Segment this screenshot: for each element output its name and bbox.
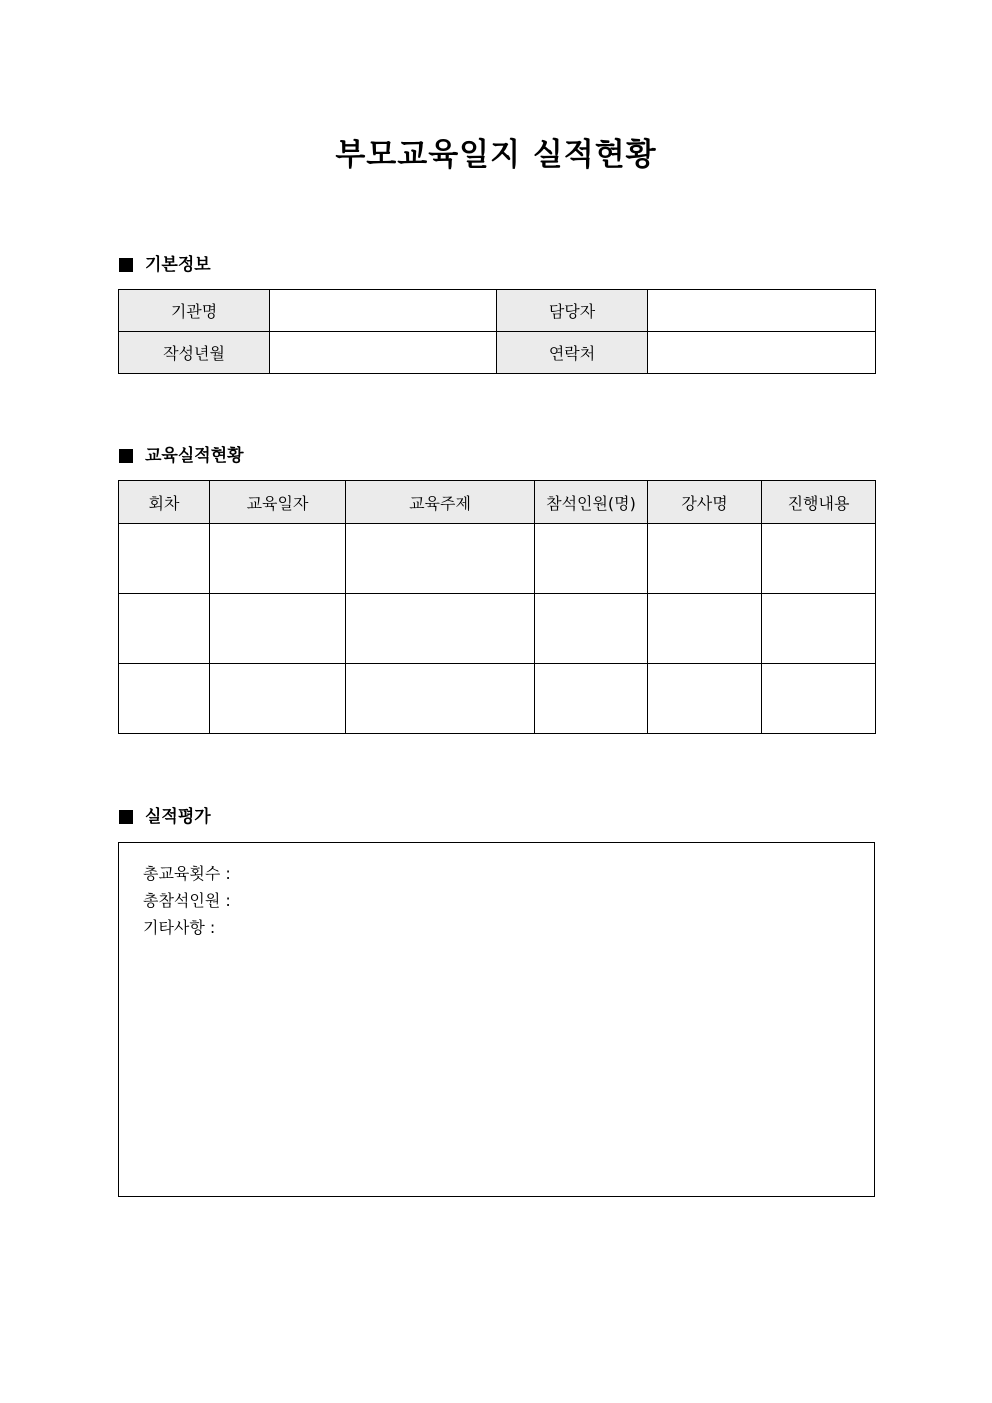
contact-field[interactable] (648, 332, 876, 374)
column-header-attendees: 참석인원(명) (535, 481, 648, 524)
label-cell-written-month: 작성년월 (119, 332, 270, 374)
section-heading-evaluation (119, 805, 211, 829)
table-cell[interactable] (119, 524, 210, 594)
section-heading-performance (119, 444, 244, 468)
column-header-date: 교육일자 (210, 481, 346, 524)
column-header-session: 회차 (119, 481, 210, 524)
label-cell-agency-name: 기관명 (119, 290, 270, 332)
table-cell[interactable] (648, 594, 762, 664)
evaluation-box[interactable] (118, 842, 875, 1197)
table-cell[interactable] (346, 594, 535, 664)
performance-table (118, 480, 876, 734)
table-cell[interactable] (346, 524, 535, 594)
table-cell[interactable] (535, 664, 648, 734)
evaluation-lines (143, 860, 231, 941)
table-cell[interactable] (535, 524, 648, 594)
label-cell-manager: 담당자 (497, 290, 648, 332)
table-row (119, 594, 876, 664)
table-row (119, 524, 876, 594)
table-cell[interactable] (762, 664, 876, 734)
table-cell[interactable] (762, 594, 876, 664)
basic-info-table (118, 289, 876, 374)
table-row (119, 290, 876, 332)
column-header-instructor: 강사명 (648, 481, 762, 524)
table-cell[interactable] (648, 524, 762, 594)
column-header-topic: 교육주제 (346, 481, 535, 524)
section-heading-label: 기본정보 (145, 255, 211, 275)
square-bullet-icon (119, 258, 133, 272)
label-cell-contact: 연락처 (497, 332, 648, 374)
table-header-row (119, 481, 876, 524)
table-cell[interactable] (762, 524, 876, 594)
table-row (119, 332, 876, 374)
manager-field[interactable] (648, 290, 876, 332)
square-bullet-icon (119, 449, 133, 463)
section-heading-basic-info (119, 253, 211, 277)
table-cell[interactable] (119, 664, 210, 734)
table-cell[interactable] (346, 664, 535, 734)
table-row (119, 664, 876, 734)
agency-name-field[interactable] (270, 290, 497, 332)
table-cell[interactable] (535, 594, 648, 664)
total-sessions-line: 총교육횟수 : (143, 864, 231, 883)
section-heading-label: 실적평가 (145, 807, 211, 827)
table-cell[interactable] (210, 594, 346, 664)
section-heading-label: 교육실적현황 (145, 446, 244, 466)
total-attendees-line: 총참석인원 : (143, 891, 231, 910)
table-cell[interactable] (210, 524, 346, 594)
square-bullet-icon (119, 810, 133, 824)
table-cell[interactable] (210, 664, 346, 734)
table-cell[interactable] (648, 664, 762, 734)
column-header-content: 진행내용 (762, 481, 876, 524)
page-title: 부모교육일지 실적현황 (335, 137, 657, 173)
other-notes-line: 기타사항 : (143, 918, 216, 937)
table-cell[interactable] (119, 594, 210, 664)
written-month-field[interactable] (270, 332, 497, 374)
